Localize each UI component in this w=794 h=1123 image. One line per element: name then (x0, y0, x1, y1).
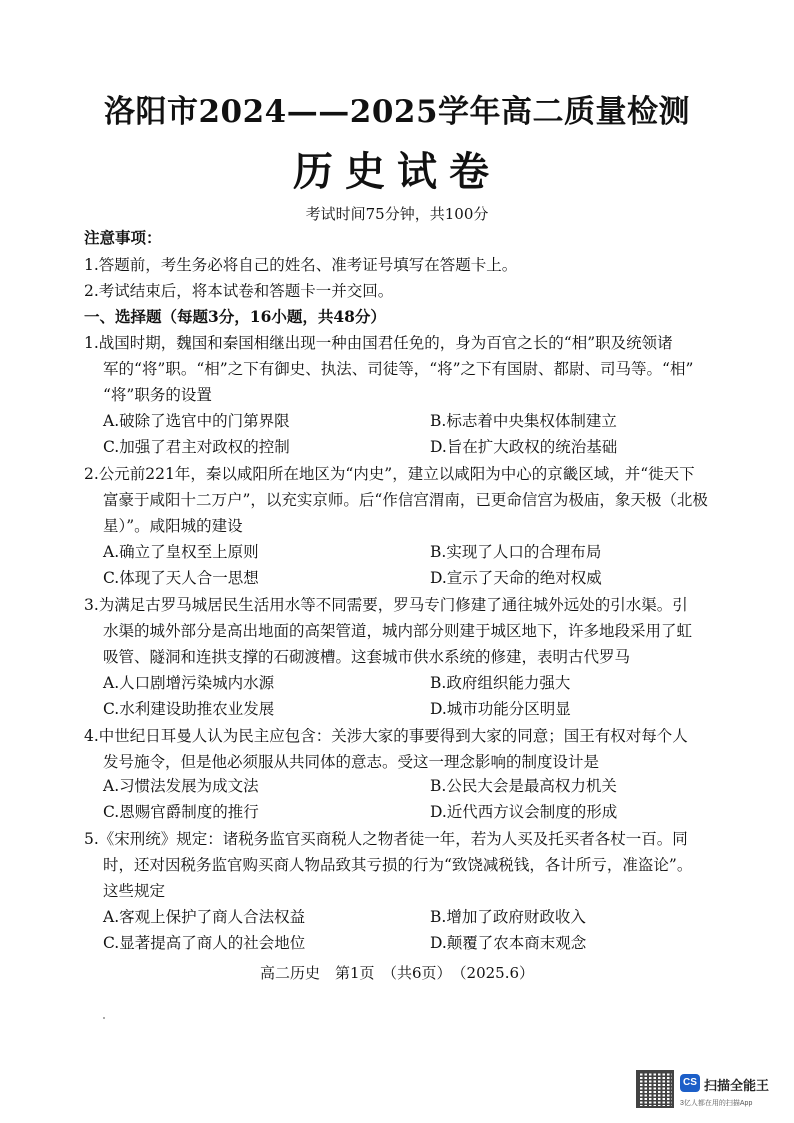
question-2-option-a[interactable]: A.确立了皇权至上原则 (103, 543, 259, 561)
exam-subject-title: 历史试卷 (293, 148, 501, 195)
question-5-line-1: 5.《宋刑统》规定：诸税务监官买商税人之物者徒一年，若为人买及托买者各杖一百。同 (84, 830, 688, 848)
question-2-line-2: 富豪于咸阳十二万户”，以充实京师。后“作信宫渭南，已更命信宫为极庙，象天极（北极 (103, 491, 708, 509)
question-1-line-2: 军的“将”职。“相”之下有御史、执法、司徒等，“将”之下有国尉、都尉、司马等。“相” (103, 360, 694, 378)
question-3-line-1: 3.为满足古罗马城居民生活用水等不同需要，罗马专门修建了通往城外远处的引水渠。引 (84, 596, 688, 614)
question-3-line-2: 水渠的城外部分是高出地面的高架管道，城内部分则建于城区地下，许多地段采用了虹 (103, 622, 693, 640)
question-4-option-c[interactable]: C.恩赐官爵制度的推行 (103, 803, 259, 821)
question-2-option-d[interactable]: D.宣示了天命的绝对权威 (430, 569, 602, 587)
notice-heading: 注意事项： (84, 228, 162, 247)
qr-code-icon (636, 1070, 674, 1108)
question-2-line-1: 2.公元前221年，秦以咸阳所在地区为“内史”，建立以咸阳为中心的京畿区域，并“徙天下 (84, 465, 695, 483)
question-4-line-1: 4.中世纪日耳曼人认为民主应包含：关涉大家的事要得到大家的同意；国王有权对每个人 (84, 727, 688, 745)
exam-title: 洛阳市2024——2025学年高二质量检测 (103, 94, 691, 130)
exam-time-info: 考试时间75分钟，共100分 (305, 205, 489, 223)
question-3-option-b[interactable]: B.政府组织能力强大 (430, 674, 571, 692)
question-1-option-d[interactable]: D.旨在扩大政权的统治基础 (430, 438, 618, 456)
page-footer: 高二历史 第1页 （共6页） （2025.6） (259, 964, 535, 982)
question-1-option-b[interactable]: B.标志着中央集权体制建立 (430, 412, 617, 430)
question-4-option-b[interactable]: B.公民大会是最高权力机关 (430, 777, 617, 795)
question-2-option-b[interactable]: B.实现了人口的合理布局 (430, 543, 602, 561)
question-4-option-a[interactable]: A.习惯法发展为成文法 (103, 777, 259, 795)
notice-item-1: 1.答题前，考生务必将自己的姓名、准考证号填写在答题卡上。 (84, 256, 518, 274)
question-1-line-3: “将”职务的设置 (103, 386, 212, 404)
scan-speck (103, 1017, 105, 1019)
camscanner-name: 扫描全能王 (704, 1078, 770, 1093)
question-3-option-c[interactable]: C.水利建设助推农业发展 (103, 700, 275, 718)
question-4-line-2: 发号施令，但是他必须服从共同体的意志。受这一理念影响的制度设计是 (103, 753, 600, 771)
question-5-option-a[interactable]: A.客观上保护了商人合法权益 (103, 908, 306, 926)
question-3-line-3: 吸管、隧洞和连拱支撑的石砌渡槽。这套城市供水系统的修建，表明古代罗马 (103, 648, 631, 666)
question-5-option-d[interactable]: D.颠覆了农本商末观念 (430, 934, 587, 952)
question-3-option-d[interactable]: D.城市功能分区明显 (430, 700, 571, 718)
notice-item-2: 2.考试结束后，将本试卷和答题卡一并交回。 (84, 282, 394, 300)
question-2-option-c[interactable]: C.体现了天人合一思想 (103, 569, 259, 587)
camscanner-slogan: 3亿人都在用的扫描App (680, 1100, 753, 1107)
question-1-option-c[interactable]: C.加强了君主对政权的控制 (103, 438, 290, 456)
question-1-line-1: 1.战国时期，魏国和秦国相继出现一种由国君任免的，身为百官之长的“相”职及统领诸 (84, 334, 673, 352)
section-heading: 一、选择题（每题3分，16小题，共48分） (84, 307, 386, 326)
camscanner-logo-icon: CS (680, 1074, 700, 1092)
question-5-option-b[interactable]: B.增加了政府财政收入 (430, 908, 586, 926)
question-2-line-3: 星）”。咸阳城的建设 (103, 517, 243, 535)
question-1-option-a[interactable]: A.破除了选官中的门第界限 (103, 412, 290, 430)
question-5-line-2: 时，还对因税务监官购买商人物品致其亏损的行为“致饶减税钱，各计所亏，准盗论”。 (103, 856, 693, 874)
question-3-option-a[interactable]: A.人口剧增污染城内水源 (103, 674, 275, 692)
question-5-line-3: 这些规定 (103, 882, 166, 900)
question-5-option-c[interactable]: C.显著提高了商人的社会地位 (103, 934, 306, 952)
question-4-option-d[interactable]: D.近代西方议会制度的形成 (430, 803, 618, 821)
